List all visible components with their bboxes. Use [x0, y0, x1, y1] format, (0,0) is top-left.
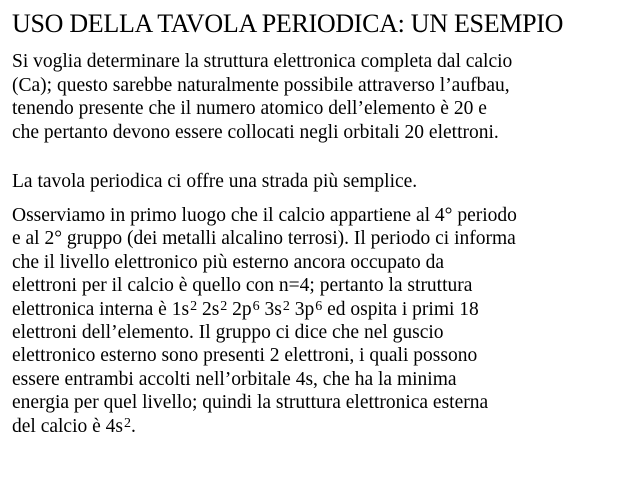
orbital-exponent: 2 [282, 298, 290, 314]
text-line: essere entrambi accolti nell’orbitale 4s, che ha la minima [12, 368, 457, 390]
final-configuration-line [12, 415, 634, 438]
orbital-term: $3s^2$ [264, 298, 290, 320]
paragraph-intro [12, 50, 634, 144]
text-fragment: elettronica interna è [12, 298, 172, 320]
slide-title: USO DELLA TAVOLA PERIODICA: UN ESEMPIO [12, 9, 564, 38]
orbital-exponent: 2 [190, 298, 198, 314]
orbital-term: $2s^2$ [201, 298, 228, 320]
text-line: che pertanto devono essere collocati negli orbitali 20 elettroni. [12, 121, 499, 143]
orbital-exponent: 6 [315, 298, 323, 314]
paragraph-explanation [12, 204, 634, 438]
orbital-exponent: 2 [124, 415, 131, 431]
text-fragment: ed ospita i primi 18 [322, 298, 479, 320]
text-line: (Ca); questo sarebbe naturalmente possibile attraverso l’aufbau, [12, 74, 510, 96]
orbital-exponent: 6 [252, 298, 260, 314]
text-fragment: . [131, 415, 136, 437]
text-fragment: del calcio è [12, 415, 106, 437]
text-line: tenendo presente che il numero atomico dell’elemento è 20 e [12, 98, 487, 120]
text-line: che il livello elettronico più esterno ancora occupato da [12, 251, 445, 273]
paragraph-shortcut [12, 170, 634, 194]
text-line: Si voglia determinare la struttura elettronica completa dal calcio [12, 51, 513, 72]
orbital-term: $1s^2$ [171, 298, 198, 320]
text-line: elettronico esterno sono presenti 2 elettroni, i quali possono [12, 345, 478, 367]
text-line: elettroni dell’elemento. Il gruppo ci dice che nel guscio [12, 322, 444, 344]
text-line: elettroni per il calcio è quello con n=4; pertanto la struttura [12, 275, 473, 297]
text-line: Osserviamo in primo luogo che il calcio appartiene al 4° periodo [12, 205, 517, 226]
orbital-term: $3p^6$ [294, 298, 323, 320]
orbital-term: $2p^6$ [232, 298, 260, 320]
electron-configuration-line [12, 298, 634, 321]
text-line: e al 2° gruppo (dei metalli alcalino terrosi). Il periodo ci informa [12, 228, 516, 250]
text-line: La tavola periodica ci offre una strada più semplice. [12, 171, 418, 192]
orbital-term: $4s^2$ [105, 415, 131, 437]
text-line: energia per quel livello; quindi la struttura elettronica esterna [12, 392, 489, 414]
orbital-exponent: 2 [220, 298, 228, 314]
